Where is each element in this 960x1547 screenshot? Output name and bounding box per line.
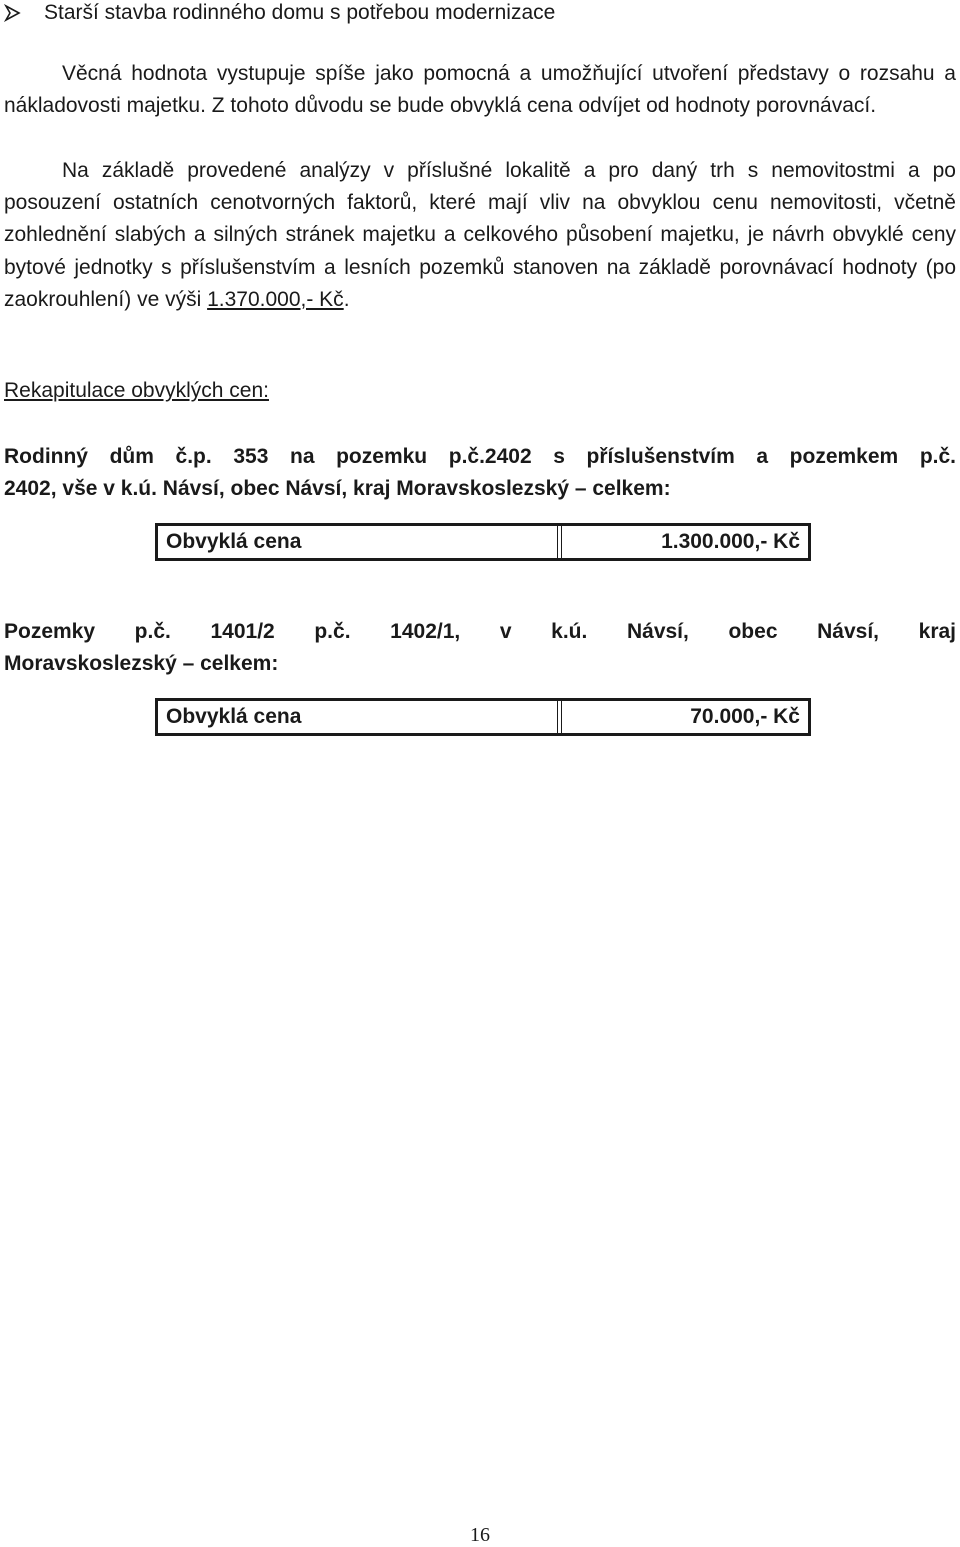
land-price-label: Obvyklá cena [158,701,562,733]
paragraph-analysis-end: . [343,287,350,311]
house-title [4,441,956,506]
proposed-price-amount: 1.370.000,- Kč [207,287,344,311]
arrow-bullet-icon [4,4,44,22]
recap-heading: Rekapitulace obvyklých cen: [4,379,269,402]
section-heading-text: Starší stavba rodinného domu s potřebou modernizace [44,1,556,24]
land-title-line2: Moravskoslezský – celkem: [4,652,279,676]
house-title-line2: 2402, vše v k.ú. Návsí, obec Návsí, kraj Moravskoslezský – celkem: [4,477,671,501]
land-price-value: 70.000,- Kč [690,705,800,728]
section-heading [4,0,555,26]
house-price-value: 1.300.000,- Kč [661,530,800,553]
paragraph-analysis-text: Na základě provedené analýzy v příslušné lokalitě a pro daný trh s nemovitostmi a po posouzení ostatních cenotvorných faktorů, které mají vliv na obvyklou cenu nemovitosti, včetně zohlednění slabých a silných stránek majetku a celkového působení majetku, je návrh obvyklé ceny bytové jednotky s příslušenstvím a lesních pozemků stanoven na základě porovnávací hodnoty (po zaokrouhlení) ve výši [4,159,956,311]
land-title-line1: Pozemky p.č. 1401/2 p.č. 1402/1, v k.ú. Návsí, obec Návsí, kraj [4,620,956,643]
paragraph-analysis [4,155,956,316]
page-number: 16 [470,1524,490,1546]
land-price-table [155,698,811,736]
house-price-table [155,523,811,561]
house-price-label: Obvyklá cena [158,526,562,558]
paragraph-material-value: Věcná hodnota vystupuje spíše jako pomocná a umožňující utvoření představy o rozsahu a nákladovosti majetku. Z tohoto důvodu se bude obvyklá cena odvíjet od hodnoty porovnávací. [4,62,956,118]
land-title [4,616,956,681]
house-title-line1: Rodinný dům č.p. 353 na pozemku p.č.2402 s příslušenstvím a pozemkem p.č. [4,445,956,468]
